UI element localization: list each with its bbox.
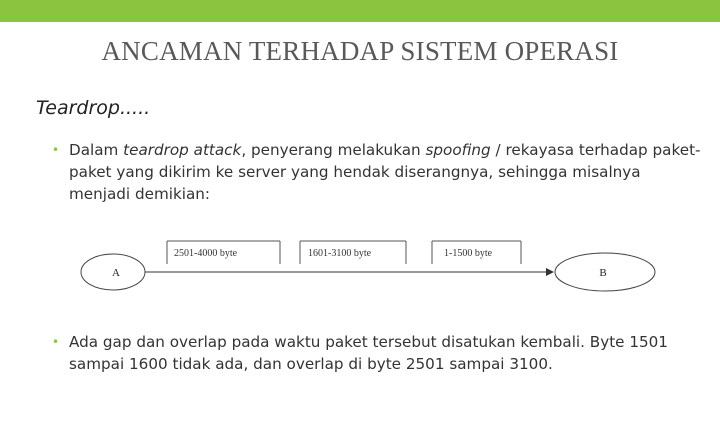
segment-label: 2501-4000 byte [174, 248, 238, 259]
segment-label: 1-1500 byte [444, 248, 493, 259]
top-accent-bar [0, 0, 720, 22]
bullet-text-part: , penyerang melakukan [241, 141, 426, 159]
teardrop-packet-diagram [70, 236, 670, 296]
packet-segment [300, 241, 406, 264]
packet-segment [432, 241, 521, 264]
bullet-text-part: spoofing [425, 141, 491, 159]
bullet-text: Ada gap dan overlap pada waktu paket tersebut disatukan kembali. Byte 1501 sampai 1600 tidak ada, dan overlap di byte 2501 sampai 3100. [69, 333, 668, 373]
slide-title: ANCAMAN TERHADAP SISTEM OPERASI [101, 36, 619, 66]
node-b-label: B [599, 267, 607, 279]
bullet-text-part: Dalam [69, 141, 124, 159]
bullet-text-part: teardrop attack [123, 141, 242, 159]
slide-subtitle: Teardrop..... [36, 97, 151, 119]
packet-segment [167, 241, 280, 264]
bullet-dot-icon: • [52, 143, 60, 157]
bullet-item [52, 331, 702, 375]
bullet-text [69, 139, 702, 205]
bullet-text-part: / rekayasa terhadap paket-paket yang dikirim ke server yang hendak diserangnya, sehingga misalnya menjadi demikian: [69, 141, 701, 203]
bullet-dot-icon: • [52, 335, 60, 349]
node-a-label: A [112, 267, 120, 279]
segment-label: 1601-3100 byte [308, 248, 372, 259]
bullet-item [52, 139, 702, 205]
